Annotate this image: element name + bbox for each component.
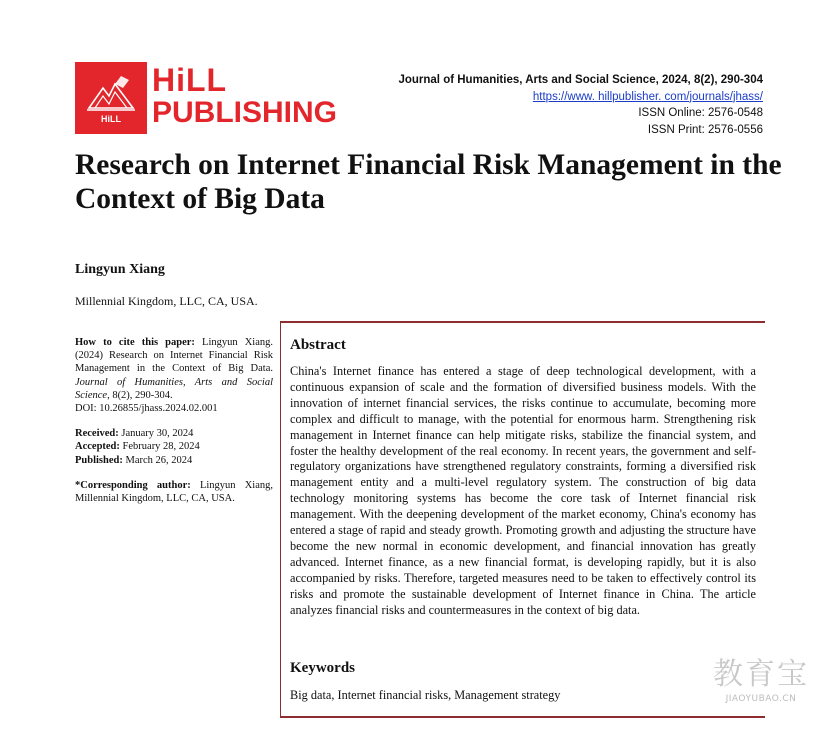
logo-mark-text: HiLL: [101, 114, 121, 124]
published-label: Published:: [75, 454, 123, 466]
published-date: March 26, 2024: [125, 454, 193, 466]
issn-print: ISSN Print: 2576-0556: [647, 123, 763, 136]
hill-publishing-mark-icon: [75, 62, 147, 134]
keywords-heading: Keywords: [290, 660, 355, 676]
journal-info: [398, 72, 763, 138]
corresponding-label: *Corresponding author:: [75, 479, 191, 491]
accepted-date: February 28, 2024: [122, 441, 200, 453]
cite-tail: , 8(2), 290-304.: [107, 389, 173, 401]
article-info-sidebar: [75, 336, 273, 517]
accepted-label: Accepted:: [75, 441, 120, 453]
corresponding-text: Lingyun Xiang, Millennial Kingdom, LLC, CA, USA.: [75, 479, 274, 505]
abstract-heading: Abstract: [290, 337, 346, 353]
abstract-box: [280, 321, 765, 718]
cite-text: Lingyun Xiang. (2024) Research on Internet Financial Risk Management in the Context of Big Data.: [75, 337, 273, 375]
journal-url-link[interactable]: https://www. hillpublisher. com/journals/jhass/: [532, 90, 763, 103]
issn-online: ISSN Online: 2576-0548: [638, 107, 763, 119]
logo-publishing-text: PUBLISHING: [152, 96, 338, 129]
paper-title: Research on Internet Financial Risk Management in the Context of Big Data: [75, 149, 782, 215]
journal-citation: Journal of Humanities, Arts and Social Science, 2024, 8(2), 290-304: [398, 74, 763, 86]
article-dates: [75, 427, 273, 467]
logo-hill-text: HiLL: [152, 62, 228, 98]
author-name: Lingyun Xiang: [75, 262, 165, 277]
watermark-url: JIAOYUBAO.CN: [725, 694, 797, 704]
keywords-text: Big data, Internet financial risks, Management strategy: [290, 688, 561, 702]
watermark: [704, 658, 818, 712]
received-label: Received:: [75, 428, 119, 440]
abstract-text: China's Internet finance has entered a stage of deep technological development, with a continuous expansion of scale and the formation of diversified business models. With the innovation of internet financial services, the risks continue to accumulate, becoming more complex and difficult to manage, with the potential for enormous harm. Strengthening risk management in Internet finance can help mitigate risks, stabilize the financial system, and foster the healthy development of the real economy. In recent years, the government and self-regulatory organizations have strengthened regulatory constraints, forming a diversified risk management entity and a multi-level regulatory system. The construction of big data technology monitoring systems has become the core task of Internet financial risk management. With the deepening development of the market economy, China's economy has entered a stage of rapid and steady growth. Promoting growth and adjusting the structure have become the new normal in economic development, and financial innovation has greatly advanced. Internet finance, as a new financial format, is developing rapidly, but it is also accompanied by risks. Therefore, targeted measures need to be taken to effectively control its risks and promote the sustainable development of Internet finance in China. The article analyzes financial risks and countermeasures in the context of big data.: [290, 364, 756, 617]
cite-label: How to cite this paper:: [75, 337, 195, 348]
publisher-logo: [75, 62, 338, 134]
how-to-cite: [75, 336, 273, 415]
doi: DOI: 10.26855/jhass.2024.02.001: [75, 403, 218, 415]
received-date: January 30, 2024: [121, 428, 194, 440]
watermark-glyphs: 教育宝: [713, 657, 809, 692]
author-affiliation: Millennial Kingdom, LLC, CA, USA.: [75, 294, 258, 308]
corresponding-author: [75, 479, 273, 505]
cite-journal: Journal of Humanities, Arts and Social Science: [75, 376, 273, 401]
